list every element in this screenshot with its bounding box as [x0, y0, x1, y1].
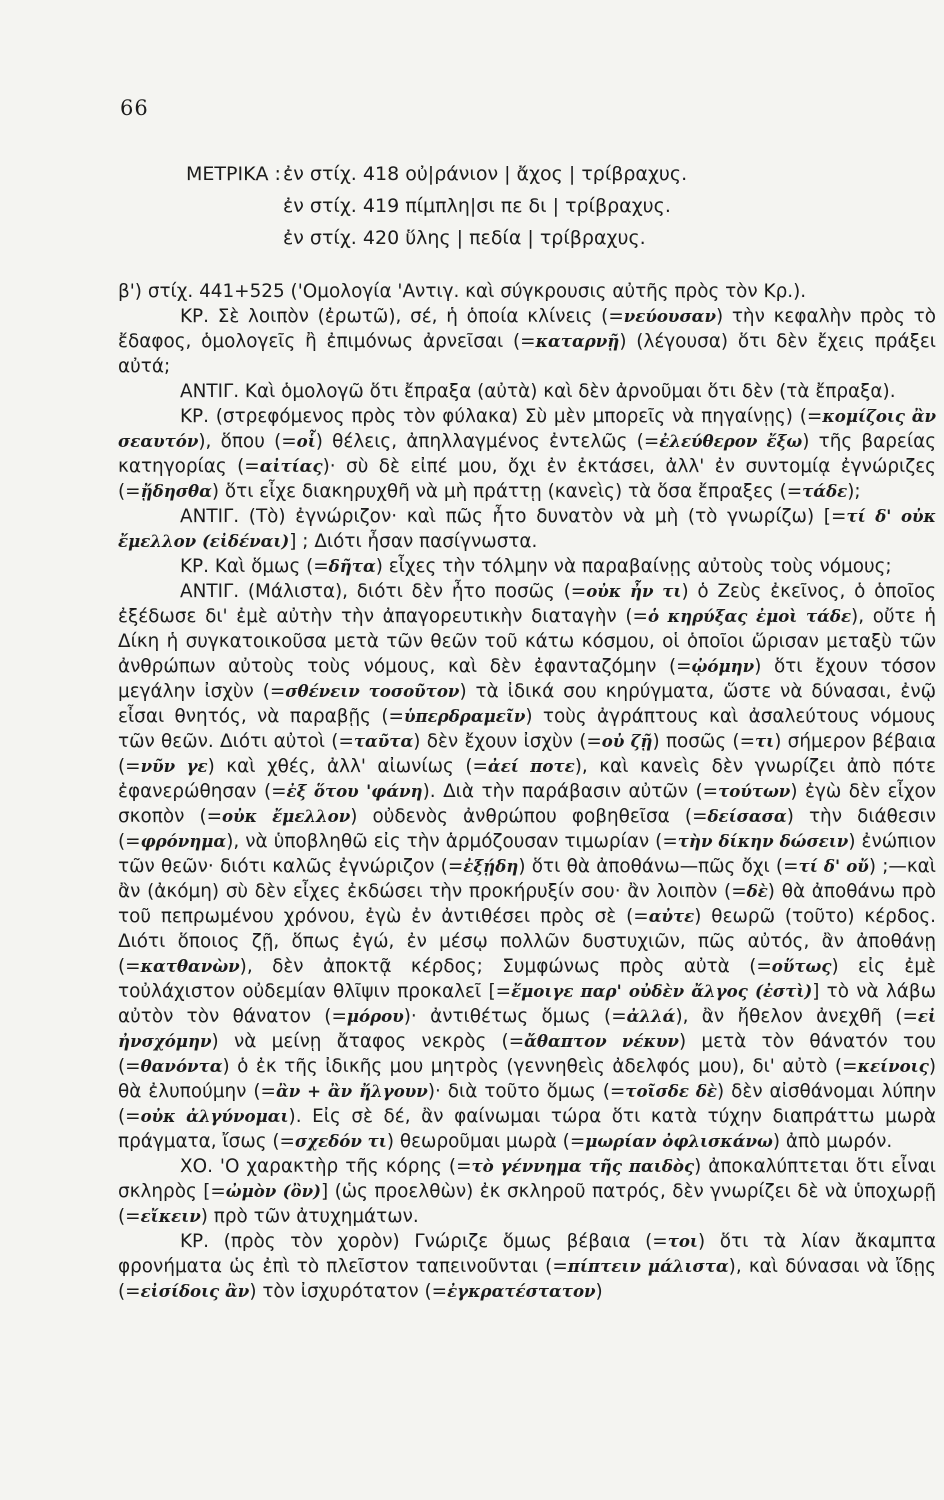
greek-gloss: ἐγκρατέστατον: [447, 1281, 596, 1301]
greek-gloss: φρόνημα: [140, 831, 227, 851]
paragraph: ΑΝΤΙΓ. Καὶ ὁμολογῶ ὅτι ἔπραξα (αὐτὰ) καὶ δὲν ἀρνοῦμαι ὅτι δὲν (τὰ ἔπραξα).: [180, 381, 896, 402]
body-text: [118, 278, 936, 1304]
section-heading: β') στίχ. 441+525 ('Ομολογία 'Αντιγ. καὶ σύγκρουσις αὐτῆς πρὸς τὸν Κρ.).: [118, 281, 807, 302]
greek-gloss: αὐτε: [648, 906, 695, 926]
greek-gloss: μόρου: [346, 1006, 404, 1026]
greek-gloss: τί δ' οὔ: [798, 856, 869, 876]
greek-gloss: τὸ γέννημα τῆς παιδὸς: [471, 1156, 695, 1176]
greek-gloss: οὐ ζῇ: [601, 731, 653, 751]
greek-gloss: τί δ' οὐκ ἔμελλον (εἰδέναι): [118, 506, 936, 551]
greek-gloss: δείσασα: [707, 806, 787, 826]
greek-gloss: οὐκ ἦν τι: [586, 581, 682, 601]
paragraph: ΑΝΤΙΓ. (Μάλιστα), διότι δὲν ἦτο ποσῶς (=οὐκ ἦν τι) ὁ Ζεὺς ἐκεῖνος, ὁ ὁποῖος ἐξέδωσε δι' ἐμὲ αὐτὴν τὴν ἀπαγορευτικὴν διαταγὴν (=ὁ κηρύξας ἐμοὶ τάδε), οὔτε ἡ Δίκη ἡ συγκατοικοῦσα μετὰ τῶν θεῶν τοῦ κάτω κόσμου, οἱ ὁποῖοι ὥρισαν μεταξὺ τῶν ἀνθρώπων αὐτοὺς τοὺς νόμους, καὶ δὲν ἐφανταζόμην (=ᾠόμην) ὅτι ἔχουν τόσον μεγάλην ἰσχὺν (=σθένειν τοσοῦτον) τὰ ἰδικά σου κηρύγματα, ὥστε νὰ δύνασαι, ἐνῷ εἶσαι θνητός, νὰ παραβῇς (=ὑπερδραμεῖν) τοὺς ἀγράπτους καὶ ἀσαλεύτους νόμους τῶν θεῶν. Διότι αὐτοὶ (=ταῦτα) δὲν ἔχουν ἰσχὺν (=οὐ ζῇ) ποσῶς (=τι) σήμερον βέβαια (=νῦν γε) καὶ χθές, ἀλλ' αἰωνίως (=ἀεί ποτε), καὶ κανεὶς δὲν γνωρίζει ἀπὸ πότε ἐφανερώθησαν (=ἐξ ὅτου 'φάνη). Διὰ τὴν παράβασιν αὐτῶν (=τούτων) ἐγὼ δὲν εἶχον σκοπὸν (=οὐκ ἔμελλον) οὐδενὸς ἀνθρώπου φοβηθεῖσα (=δείσασα) τὴν διάθεσιν (=φρόνημα), νὰ ὑποβληθῶ εἰς τὴν ἁρμόζουσαν τιμωρίαν (=τὴν δίκην δώσειν) ἐνώπιον τῶν θεῶν· διότι καλῶς ἐγνώριζον (=ἐξῄδη) ὅτι θὰ ἀποθάνω—πῶς ὄχι (=τί δ' οὔ) ;—καὶ ἂν (ἀκόμη) σὺ δὲν εἶχες ἐκδώσει τὴν προκήρυξίν σου· ἂν λοιπὸν (=δὲ) θὰ ἀποθάνω πρὸ τοῦ πεπρωμένου χρόνου, ἐγὼ ἐν ἀντιθέσει πρὸς σὲ (=αὐτε) θεωρῶ (τοῦτο) κέρδος. Διότι ὅποιος ζῇ, ὅπως ἐγώ, ἐν μέσῳ πολλῶν δυστυχιῶν, πῶς αὐτός, ἂν ἀποθάνῃ (=κατθανὼν), δὲν ἀποκτᾷ κέρδος; Συμφώνως πρὸς αὐτὰ (=οὕτως) εἰς ἐμὲ τοὐλάχιστον οὐδεμίαν θλῖψιν προκαλεῖ [=ἔμοιγε παρ' οὐδὲν ἄλγος (ἐστὶ)] τὸ νὰ λάβω αὐτὸν τὸν θάνατον (=μόρου)· ἀντιθέτως ὅμως (=ἀλλά), ἂν ἤθελον ἀνεχθῆ (=εἰ ἠνσχόμην) νὰ μείνῃ ἄταφος νεκρὸς (=ἄθαπτον νέκυν) μετὰ τὸν θάνατόν του (=θανόντα) ὁ ἐκ τῆς ἰδικῆς μου μητρὸς (γεννηθεὶς ἀδελφός μου), δι' αὐτὸ (=κείνοις) θὰ ἐλυπούμην (=ἂν + ἂν ἤλγουν)· διὰ τοῦτο ὅμως (=τοῖσδε δὲ) δὲν αἰσθάνομαι λύπην (=οὐκ ἀλγύνομαι). Εἰς σὲ δέ, ἂν φαίνωμαι τώρα ὅτι κατὰ τύχην διαπράττω μωρὰ πράγματα, ἴσως (=σχεδόν τι) θεωροῦμαι μωρὰ (=μωρίαν ὀφλισκάνω) ἀπὸ μωρόν.: [118, 581, 937, 1152]
greek-gloss: δῆτα: [328, 556, 376, 576]
greek-gloss: ὠμὸν (ὂν): [225, 1181, 321, 1201]
greek-gloss: πίπτειν μάλιστα: [567, 1256, 729, 1276]
greek-gloss: ἂν + ἂν ἤλγουν: [275, 1081, 428, 1101]
metrics-line: ἐν στίχ. 420 ὕλης | πεδία | τρίβραχυς.: [283, 227, 646, 249]
greek-gloss: ᾔδησθα: [140, 481, 212, 501]
greek-gloss: οὐκ ἔμελλον: [222, 806, 351, 826]
page-number: 66: [120, 96, 149, 120]
greek-gloss: ᾠόμην: [691, 656, 755, 676]
greek-gloss: κείνοις: [857, 1056, 929, 1076]
greek-gloss: οἷ: [296, 431, 316, 451]
paragraph: ΧΟ. 'Ο χαρακτὴρ τῆς κόρης (=τὸ γέννημα τῆς παιδὸς) ἀποκαλύπτεται ὅτι εἶναι σκληρὸς [=ὠμὸν (ὂν)] (ὡς προελθὼν) ἐκ σκληροῦ πατρός, δὲν γνωρίζει δὲ νὰ ὑποχωρῇ (=εἴκειν) πρὸ τῶν ἀτυχημάτων.: [118, 1156, 936, 1227]
greek-gloss: ἔμοιγε παρ' οὐδὲν ἄλγος (ἐστὶ): [511, 981, 813, 1001]
greek-gloss: δὲ: [746, 881, 768, 901]
paragraph: ΑΝΤΙΓ. (Τὸ) ἐγνώριζον· καὶ πῶς ἦτο δυνατὸν νὰ μὴ (τὸ γνωρίζω) [=τί δ' οὐκ ἔμελλον (εἰδέναι)] ; Διότι ἦσαν πασίγνωστα.: [118, 506, 936, 552]
paragraph: ΚΡ. (πρὸς τὸν χορὸν) Γνώριζε ὅμως βέβαια (=τοι) ὅτι τὰ λίαν ἄκαμπτα φρονήματα ὡς ἐπὶ τὸ πλεῖστον ταπεινοῦνται (=πίπτειν μάλιστα), καὶ δύνασαι νὰ ἴδῃς (=εἰσίδοις ἂν) τὸν ἰσχυρότατον (=ἐγκρατέστατον): [118, 1231, 936, 1302]
greek-gloss: οὐκ ἀλγύνομαι: [140, 1106, 289, 1126]
greek-gloss: ἐξῄδη: [463, 856, 519, 876]
metrics-block: [186, 158, 687, 254]
greek-gloss: τὴν δίκην δώσειν: [677, 831, 849, 851]
metrics-line: ἐν στίχ. 419 πίμπλη|σι πε δι | τρίβραχυς.: [283, 195, 671, 217]
greek-gloss: τάδε: [802, 481, 848, 501]
greek-gloss: ἐλεύθερον ἔξω: [659, 431, 803, 451]
greek-gloss: θανόντα: [140, 1056, 223, 1076]
greek-gloss: τι: [755, 731, 775, 751]
metrics-heading: ΜΕΤΡΙΚΑ :: [186, 163, 281, 185]
greek-gloss: τοι: [667, 1231, 698, 1251]
greek-gloss: αἰτίας: [259, 456, 323, 476]
greek-gloss: ταῦτα: [353, 731, 414, 751]
greek-gloss: ἀεί ποτε: [487, 756, 575, 776]
paragraph: ΚΡ. (στρεφόμενος πρὸς τὸν φύλακα) Σὺ μὲν μπορεῖς νὰ πηγαίνῃς) (=κομίζοις ἂν σεαυτόν), ὅπου (=οἷ) θέλεις, ἀπηλλαγμένος ἐντελῶς (=ἐλεύθερον ἔξω) τῆς βαρείας κατηγορίας (=αἰτίας)· σὺ δὲ εἰπέ μου, ὄχι ἐν ἐκτάσει, ἀλλ' ἐν συντομίᾳ ἐγνώριζες (=ᾔδησθα) ὅτι εἶχε διακηρυχθῆ νὰ μὴ πράττῃ (κανεὶς) τὰ ὅσα ἔπραξες (=τάδε);: [118, 406, 936, 502]
metrics-row: [186, 158, 687, 190]
metrics-row: [186, 222, 687, 254]
greek-gloss: νῦν γε: [140, 756, 208, 776]
greek-gloss: μωρίαν ὀφλισκάνω: [585, 1131, 773, 1151]
greek-gloss: ὑπερδραμεῖν: [403, 706, 526, 726]
metrics-row: [186, 190, 687, 222]
greek-gloss: εἰ ἠνσχόμην: [118, 1006, 936, 1051]
paragraph: ΚΡ. Καὶ ὅμως (=δῆτα) εἶχες τὴν τόλμην νὰ παραβαίνῃς αὐτοὺς τοὺς νόμους;: [180, 556, 892, 577]
greek-gloss: τοῖσδε δὲ: [625, 1081, 717, 1101]
greek-gloss: καταρνῇ: [535, 331, 620, 351]
greek-gloss: νεύουσαν: [623, 306, 716, 326]
greek-gloss: σχεδόν τι: [294, 1131, 387, 1151]
metrics-line: ἐν στίχ. 418 οὐ|ράνιον | ἄχος | τρίβραχυς.: [283, 163, 688, 185]
greek-gloss: τούτων: [718, 781, 791, 801]
greek-gloss: οὕτως: [771, 956, 832, 976]
greek-gloss: ὁ κηρύξας ἐμοὶ τάδε: [647, 606, 852, 626]
greek-gloss: εἴκειν: [140, 1206, 201, 1226]
greek-gloss: ἄθαπτον νέκυν: [524, 1031, 679, 1051]
greek-gloss: ἀλλά: [626, 1006, 676, 1026]
greek-gloss: κομίζοις ἂν σεαυτόν: [118, 406, 936, 451]
greek-gloss: ἐξ ὅτου 'φάνη: [286, 781, 423, 801]
greek-gloss: σθένειν τοσοῦτον: [285, 681, 460, 701]
greek-gloss: κατθανὼν: [140, 956, 240, 976]
paragraph: ΚΡ. Σὲ λοιπὸν (ἐρωτῶ), σέ, ἡ ὁποία κλίνεις (=νεύουσαν) τὴν κεφαλὴν πρὸς τὸ ἔδαφος, ὁμολογεῖς ἢ ἐπιμόνως ἀρνεῖσαι (=καταρνῇ) (λέγουσα) ὅτι δὲν ἔχεις πράξει αὐτά;: [118, 306, 936, 377]
greek-gloss: εἰσίδοις ἂν: [140, 1281, 250, 1301]
